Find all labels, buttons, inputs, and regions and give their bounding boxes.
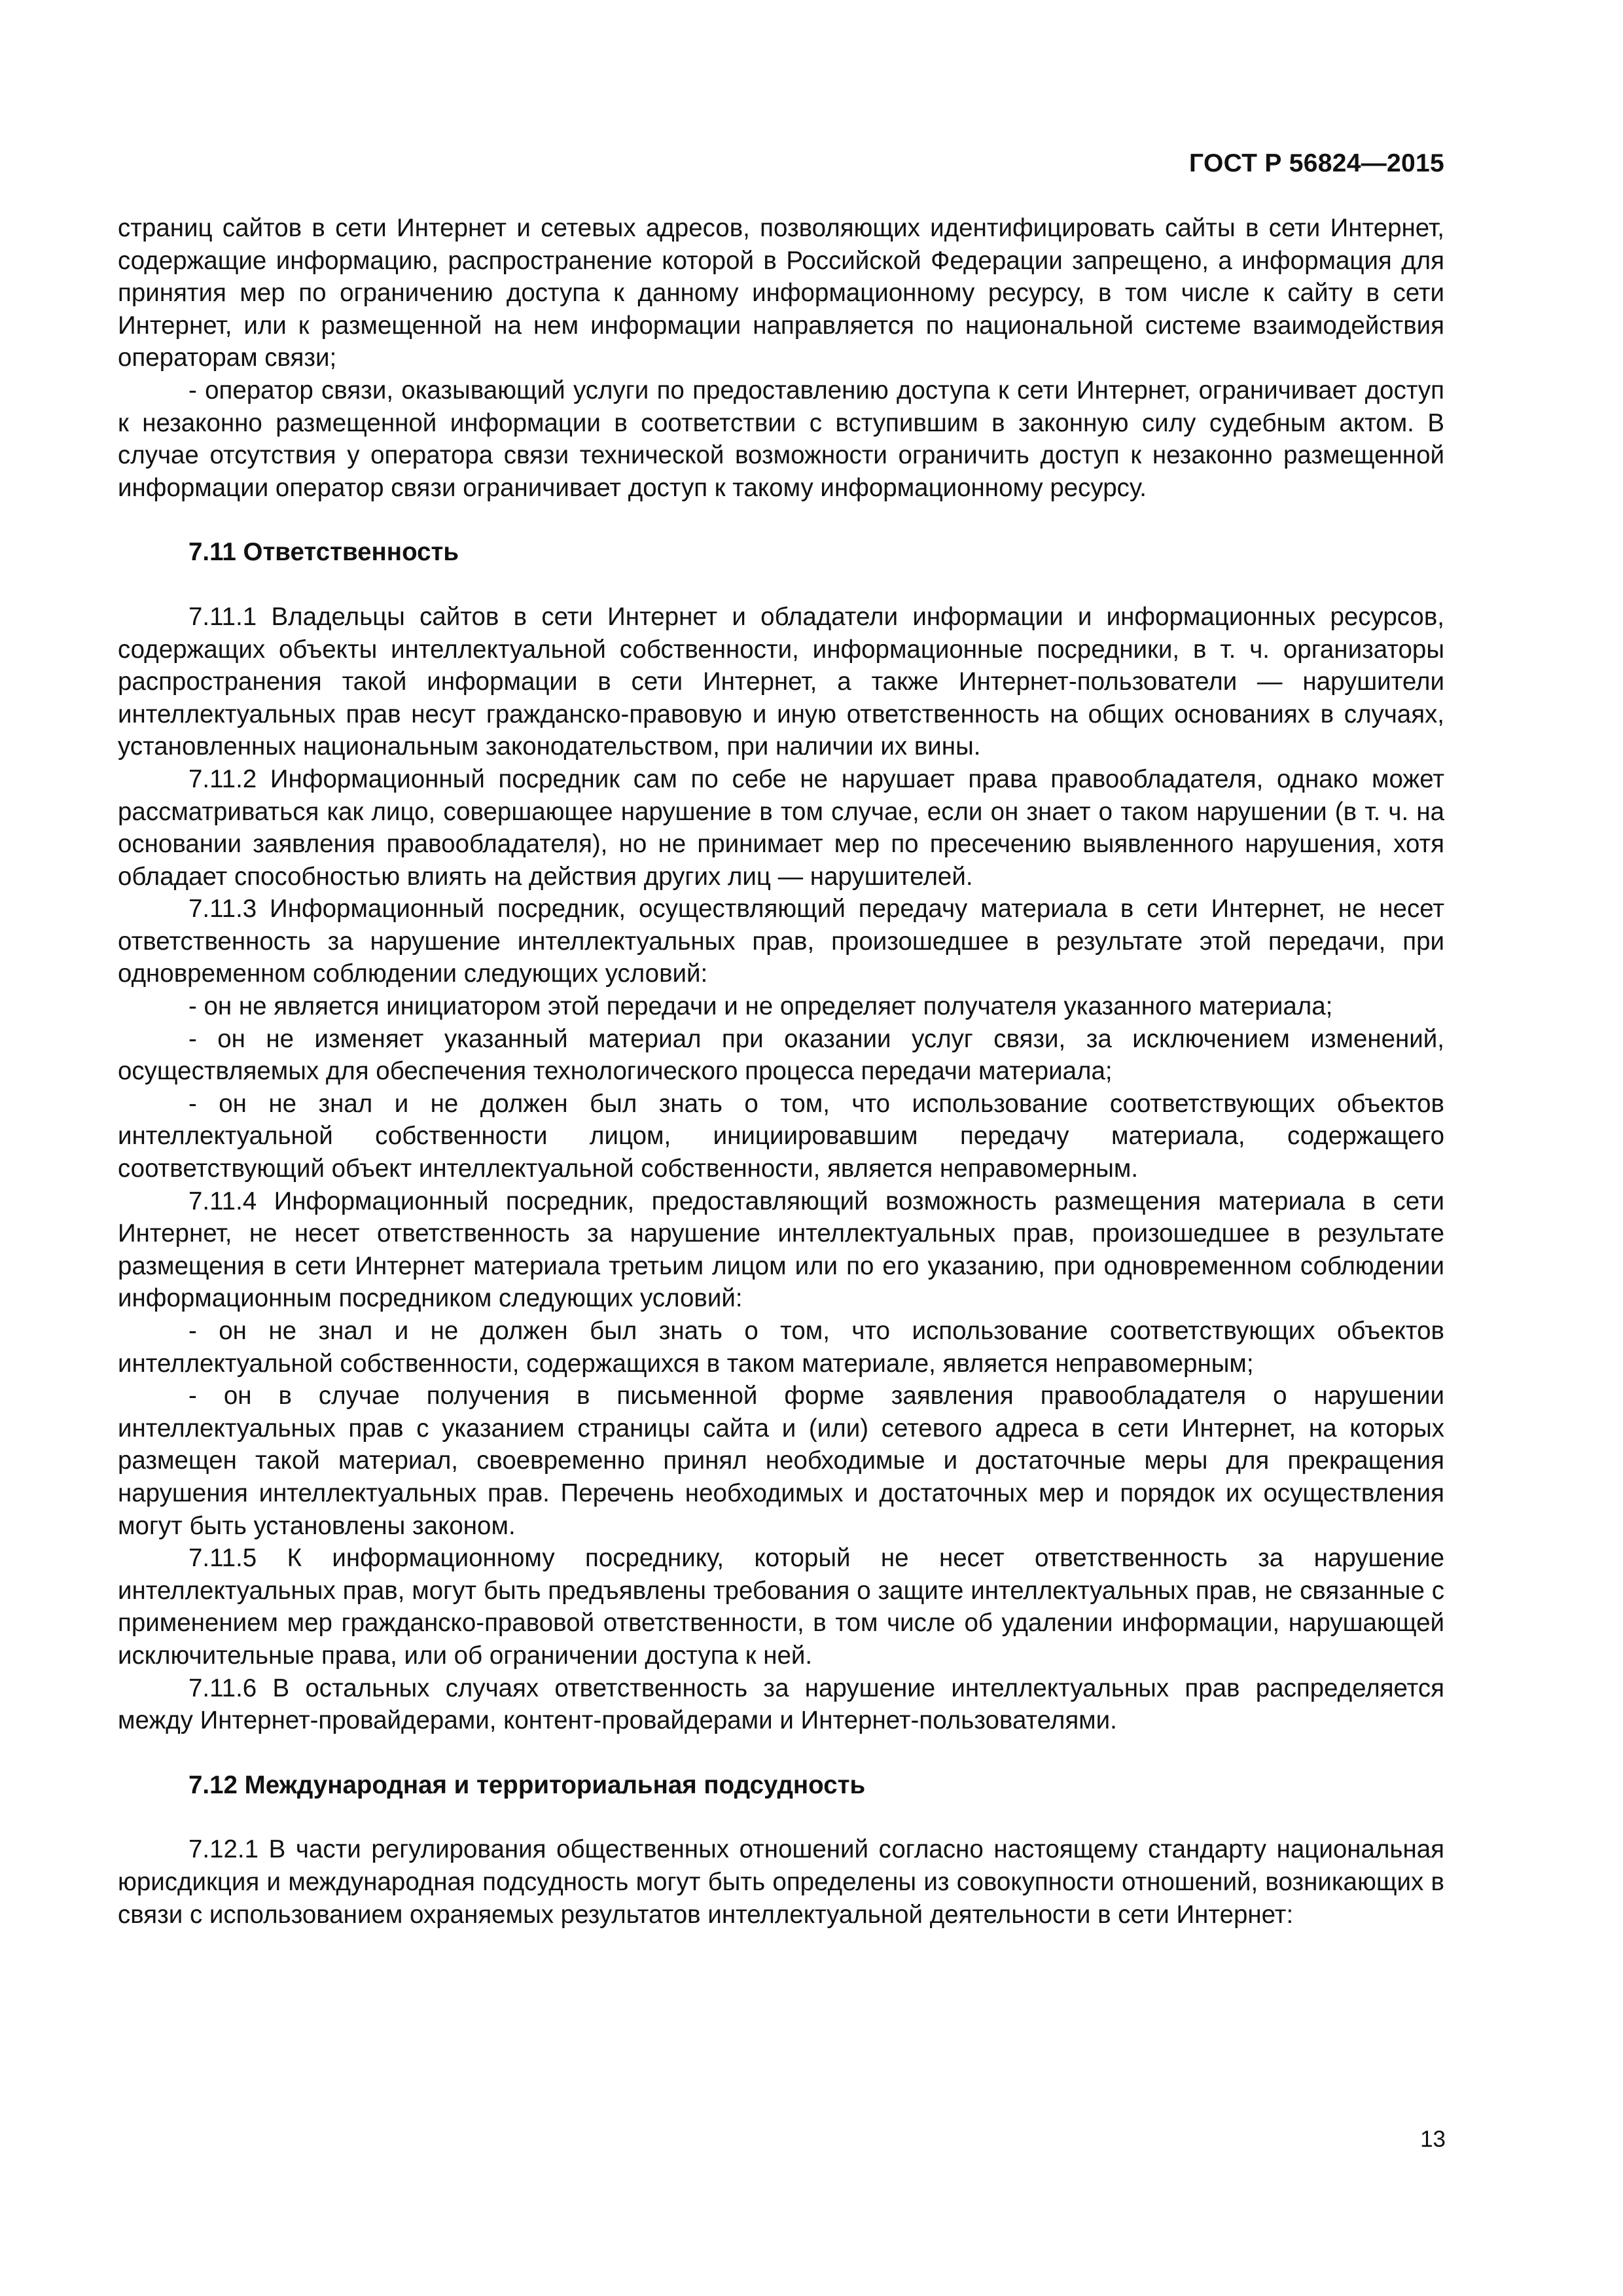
clause-7-11-3: 7.11.3 Информационный посредник, осуществляющий передачу материала в сети Интернет, не несет ответственность за нарушение интеллектуальных прав, произошедшее в результате этой передачи, при одновременном соблюдении следующих условий: [118, 895, 1444, 988]
list-item: - он не знал и не должен был знать о том, что использование соответствующих объектов интеллектуальной собственности лицом, инициировавшим передачу материала, содержащего соответствующий объект интеллектуальной собственности, является неправомерным. [118, 1089, 1444, 1183]
document-code-header: ГОСТ Р 56824—2015 [1189, 149, 1444, 177]
clause-7-11-4: 7.11.4 Информационный посредник, предоставляющий возможность размещения материала в сети Интернет, не несет ответственность за нарушение интеллектуальных прав, произошедшее в результате размещения в сети Интернет материала третьим лицом или по его указанию, при одновременном соблюдении информационным посредником следующих условий: [118, 1187, 1444, 1313]
list-item: - он не является инициатором этой передачи и не определяет получателя указанного материала; [188, 992, 1333, 1021]
document-body [118, 212, 1444, 1931]
list-item: - он в случае получения в письменной форме заявления правообладателя о нарушении интеллектуальных прав с указанием страницы сайта и (или) сетевого адреса в сети Интернет, на которых размещен такой материал, своевременно принял необходимые и достаточные меры для прекращения нарушения интеллектуальных прав. Перечень необходимых и достаточных мер и порядок их осуществления могут быть установлены законом. [118, 1382, 1444, 1540]
list-item-operator: - оператор связи, оказывающий услуги по предоставлению доступа к сети Интернет, ограничивает доступ к незаконно размещенной информации в соответствии с вступившим в законную силу судебным актом. В случае отсутствия у оператора связи технической возможности ограничить доступ к незаконно размещенной информации оператор связи ограничивает доступ к такому информационному ресурсу. [118, 376, 1444, 502]
clause-7-11-5: 7.11.5 К информационному посреднику, который не несет ответственность за нарушение интеллектуальных прав, могут быть предъявлены требования о защите интеллектуальных прав, не связанные с применением мер гражданско-правовой ответственности, в том числе об удалении информации, нарушающей исключительные права, или об ограничении доступа к ней. [118, 1544, 1444, 1670]
list-item: - он не изменяет указанный материал при оказании услуг связи, за исключением изменений, осуществляемых для обеспечения технологического процесса передачи материала; [118, 1024, 1444, 1086]
section-heading-7-12: 7.12 Международная и территориальная подсудность [188, 1770, 866, 1799]
clause-7-11-1: 7.11.1 Владельцы сайтов в сети Интернет и обладатели информации и информационных ресурсов, содержащих объекты интеллектуальной собственности, информационные посредники, в т. ч. организаторы распространения такой информации в сети Интернет, а также Интернет-пользователи — нарушители интеллектуальных прав несут гражданско-правовую и иную ответственность на общих основаниях в случаях, установленных национальным законодательством, при наличии их вины. [118, 602, 1444, 761]
list-item: - он не знал и не должен был знать о том, что использование соответствующих объектов интеллектуальной собственности, содержащихся в таком материале, является неправомерным; [118, 1317, 1444, 1378]
section-heading-7-11: 7.11 Ответственность [188, 538, 459, 567]
clause-7-11-6: 7.11.6 В остальных случаях ответственность за нарушение интеллектуальных прав распределяется между Интернет-провайдерами, контент-провайдерами и Интернет-пользователями. [118, 1674, 1444, 1735]
page-number: 13 [1420, 2126, 1446, 2152]
clause-7-11-2: 7.11.2 Информационный посредник сам по себе не нарушает права правообладателя, однако может рассматриваться как лицо, совершающее нарушение в том случае, если он знает о таком нарушении (в т. ч. на основании заявления правообладателя), но не принимает мер по пресечению выявленного нарушения, хотя обладает способностью влиять на действия других лиц — нарушителей. [118, 764, 1444, 891]
paragraph-continuation: страниц сайтов в сети Интернет и сетевых адресов, позволяющих идентифицировать сайты в сети Интернет, содержащие информацию, распространение которой в Российской Федерации запрещено, а информация для принятия мер по ограничению доступа к данному информационному ресурсу, в том числе к сайту в сети Интернет, или к размещенной на нем информации направляется по национальной системе взаимодействия операторам связи; [118, 214, 1444, 372]
clause-7-12-1: 7.12.1 В части регулирования общественных отношений согласно настоящему стандарту национальная юрисдикция и международная подсудность могут быть определены из совокупности отношений, возникающих в связи с использованием охраняемых результатов интеллектуальной деятельности в сети Интернет: [118, 1835, 1444, 1929]
